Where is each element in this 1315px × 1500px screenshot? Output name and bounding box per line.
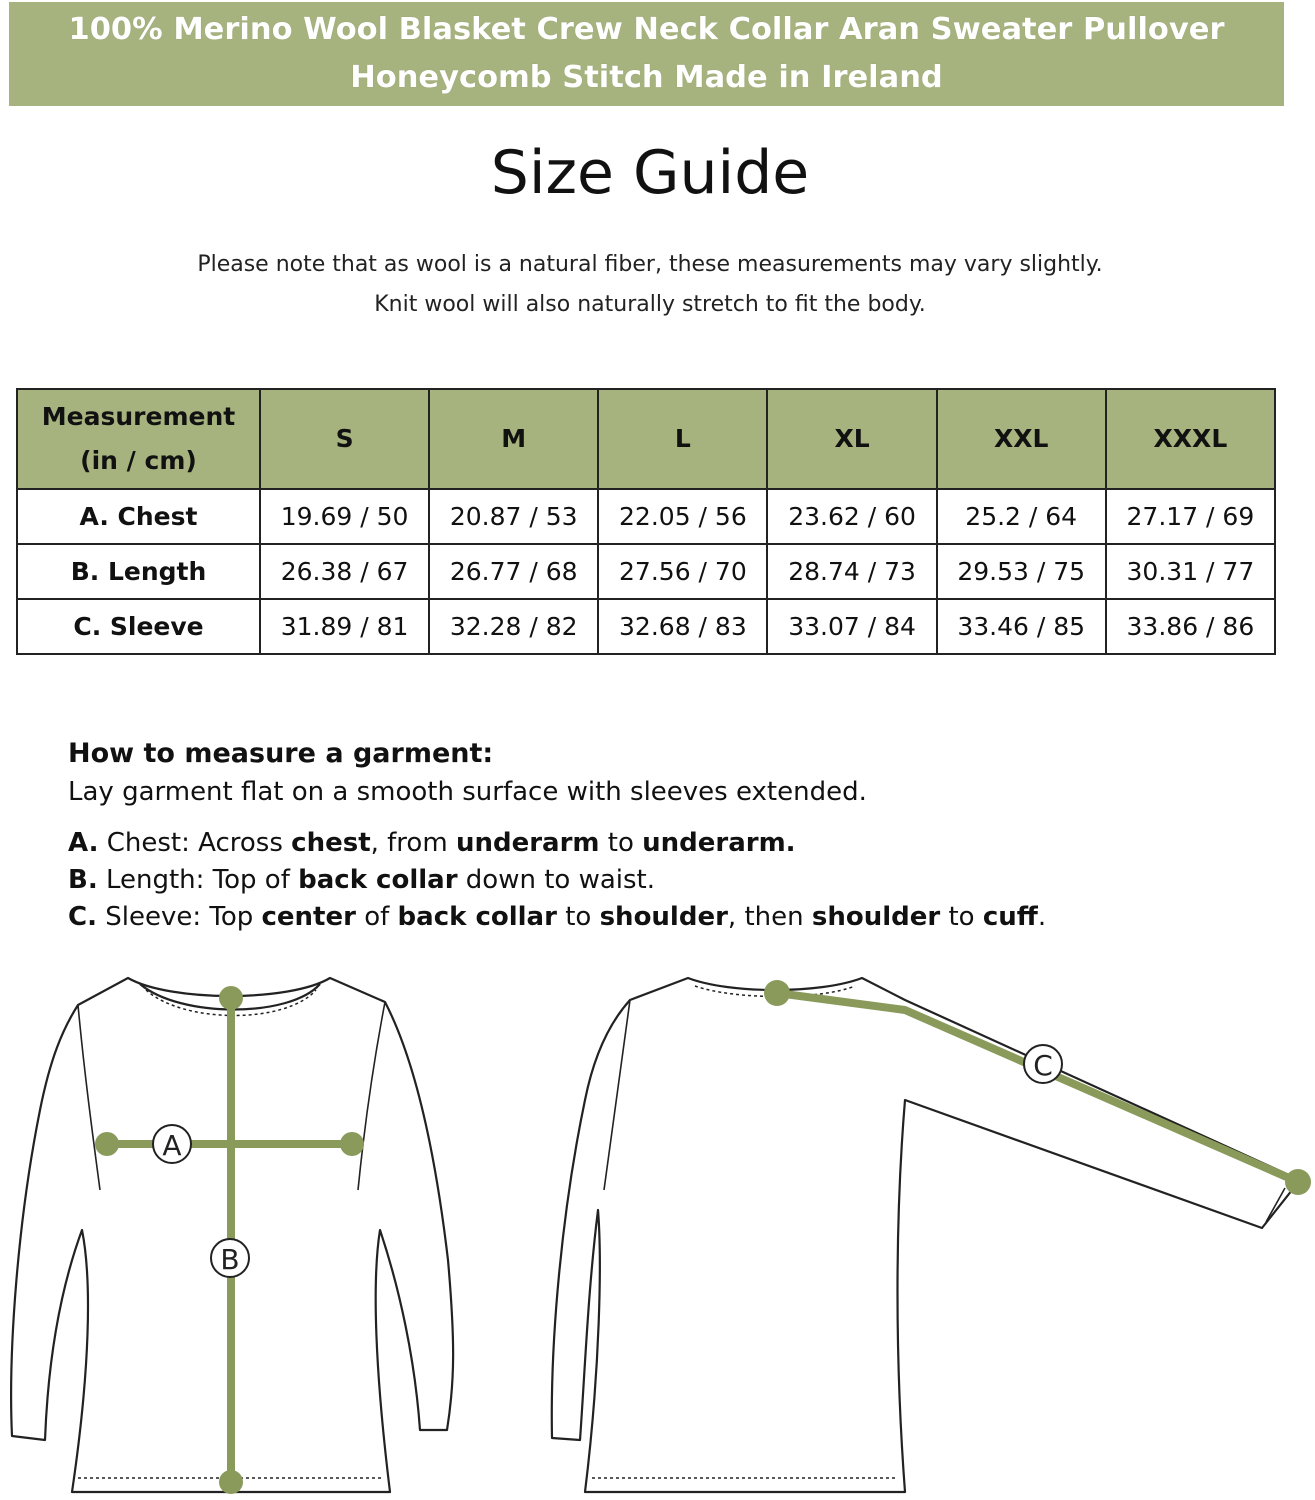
instruction-text: C. <box>68 902 97 932</box>
instruction-text: underarm. <box>642 828 796 858</box>
measure-dot <box>95 1132 119 1156</box>
banner-title-line-1: 100% Merino Wool Blasket Crew Neck Collar Aran Sweater Pullover <box>68 12 1225 47</box>
instruction-text: down to waist. <box>457 865 656 895</box>
row-label-chest: A. Chest <box>17 489 260 544</box>
note-line-1: Please note that as wool is a natural fiber, these measurements may vary slightly. <box>197 252 1103 277</box>
size-table <box>16 388 1276 655</box>
instruction-text: , from <box>370 828 456 858</box>
table-cell: 23.62 / 60 <box>767 489 936 544</box>
garment-diagram <box>0 960 1315 1500</box>
size-header-xl: XL <box>767 389 936 489</box>
measurement-header-line-1: Measurement <box>41 402 236 431</box>
table-cell: 33.07 / 84 <box>767 599 936 654</box>
table-row-chest <box>17 489 1275 544</box>
instruction-text: A. <box>68 828 99 858</box>
measurement-header-line-2: (in / cm) <box>80 446 197 475</box>
instruction-text: B. <box>68 865 98 895</box>
table-row-sleeve <box>17 599 1275 654</box>
page-title: Size Guide <box>490 138 810 208</box>
table-cell: 27.56 / 70 <box>598 544 767 599</box>
table-cell: 28.74 / 73 <box>767 544 936 599</box>
how-to-measure-section <box>68 735 1268 936</box>
instruction-text: back collar <box>298 865 458 895</box>
label-b: B <box>220 1243 240 1276</box>
table-cell: 31.89 / 81 <box>260 599 429 654</box>
table-cell: 33.86 / 86 <box>1106 599 1275 654</box>
size-header-xxl: XXL <box>937 389 1106 489</box>
table-cell: 32.28 / 82 <box>429 599 598 654</box>
instruction-text: cuff <box>982 902 1038 932</box>
instruction-text: back collar <box>397 902 557 932</box>
table-cell: 32.68 / 83 <box>598 599 767 654</box>
how-to-heading: How to measure a garment: <box>68 738 494 769</box>
measure-dot <box>340 1132 364 1156</box>
instruction-text: to <box>556 902 600 932</box>
size-header-m: M <box>429 389 598 489</box>
table-cell: 20.87 / 53 <box>429 489 598 544</box>
table-cell: 26.38 / 67 <box>260 544 429 599</box>
sweater-back-outline <box>552 978 1300 1492</box>
size-header-s: S <box>260 389 429 489</box>
measurement-header <box>17 389 260 489</box>
label-c: C <box>1033 1049 1053 1082</box>
row-label-length: B. Length <box>17 544 260 599</box>
label-a: A <box>162 1129 182 1162</box>
size-header-xxxl: XXXL <box>1106 389 1275 489</box>
how-to-subheading: Lay garment flat on a smooth surface with sleeves extended. <box>68 777 867 807</box>
instruction-text: to <box>940 902 983 932</box>
instruction-sleeve <box>68 899 1268 936</box>
instruction-text: shoulder <box>811 902 941 932</box>
instruction-text: Length: Top of <box>97 865 299 895</box>
table-cell: 19.69 / 50 <box>260 489 429 544</box>
instruction-chest <box>68 825 1268 862</box>
instruction-text: chest <box>291 828 371 858</box>
instruction-text: underarm <box>455 828 600 858</box>
instruction-text: . <box>1037 902 1047 932</box>
header-banner <box>9 2 1284 106</box>
table-cell: 27.17 / 69 <box>1106 489 1275 544</box>
measure-dot <box>219 986 243 1010</box>
measure-dot <box>1285 1169 1311 1195</box>
table-cell: 30.31 / 77 <box>1106 544 1275 599</box>
table-cell: 22.05 / 56 <box>598 489 767 544</box>
size-header-l: L <box>598 389 767 489</box>
table-cell: 33.46 / 85 <box>937 599 1106 654</box>
instruction-text: of <box>355 902 398 932</box>
measure-dot <box>764 980 790 1006</box>
table-cell: 26.77 / 68 <box>429 544 598 599</box>
row-label-sleeve: C. Sleeve <box>17 599 260 654</box>
instruction-text: Chest: Across <box>98 828 292 858</box>
instruction-text: Sleeve: Top <box>96 902 262 932</box>
instruction-text: , then <box>727 902 812 932</box>
instruction-text: to <box>599 828 643 858</box>
table-cell: 29.53 / 75 <box>937 544 1106 599</box>
instruction-text: center <box>261 902 356 932</box>
table-cell: 25.2 / 64 <box>937 489 1106 544</box>
table-row-length <box>17 544 1275 599</box>
instruction-length <box>68 862 1268 899</box>
note-line-2: Knit wool will also naturally stretch to fit the body. <box>374 292 926 317</box>
table-header-row <box>17 389 1275 489</box>
banner-title-line-2: Honeycomb Stitch Made in Ireland <box>350 60 943 95</box>
instruction-text: shoulder <box>599 902 728 932</box>
measure-dot <box>219 1470 243 1494</box>
sweater-back-illustration <box>552 978 1300 1492</box>
